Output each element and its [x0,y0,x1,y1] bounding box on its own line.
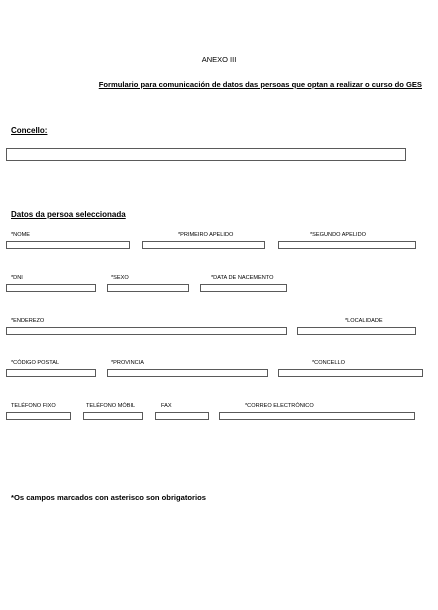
nome-input[interactable] [6,241,130,249]
nome-label: *NOME [11,232,30,238]
concello-field-input[interactable] [278,369,423,377]
data-nacemento-label: *DATA DE NACEMENTO [211,275,274,281]
form-title: Formulario para comunicación de datos das persoas que optan a realizar o curso do GES [98,80,422,89]
telefono-fixo-label: TELÉFONO FIXO [11,403,56,409]
primeiro-apelido-input[interactable] [142,241,265,249]
data-nacemento-input[interactable] [200,284,287,292]
person-section-heading: Datos da persoa seleccionada [11,210,126,219]
concello-section-heading: Concello: [11,126,48,135]
required-fields-note: *Os campos marcados con asterisco son obrigatorios [11,493,206,502]
correo-input[interactable] [219,412,415,420]
fax-label: FAX [161,403,172,409]
telefono-fixo-input[interactable] [6,412,71,420]
dni-input[interactable] [6,284,96,292]
telefono-mobil-input[interactable] [83,412,143,420]
enderezo-input[interactable] [6,327,287,335]
provincia-input[interactable] [107,369,268,377]
enderezo-label: *ENDEREZO [11,318,45,324]
annex-label: ANEXO III [201,55,237,64]
sexo-label: *SEXO [111,275,129,281]
localidade-label: *LOCALIDADE [345,318,383,324]
localidade-input[interactable] [297,327,416,335]
segundo-apelido-label: *SEGUNDO APELIDO [310,232,366,238]
provincia-label: *PROVINCIA [111,360,144,366]
concello-input[interactable] [6,148,406,161]
telefono-mobil-label: TELÉFONO MÓBIL [86,403,136,409]
dni-label: *DNI [11,275,23,281]
codigo-postal-input[interactable] [6,369,96,377]
correo-label: *CORREO ELECTRÓNICO [245,403,314,409]
codigo-postal-label: *CÓDIGO POSTAL [11,360,60,366]
fax-input[interactable] [155,412,209,420]
segundo-apelido-input[interactable] [278,241,416,249]
primeiro-apelido-label: *PRIMEIRO APELIDO [178,232,234,238]
concello-label: *CONCELLO [312,360,345,366]
sexo-input[interactable] [107,284,189,292]
